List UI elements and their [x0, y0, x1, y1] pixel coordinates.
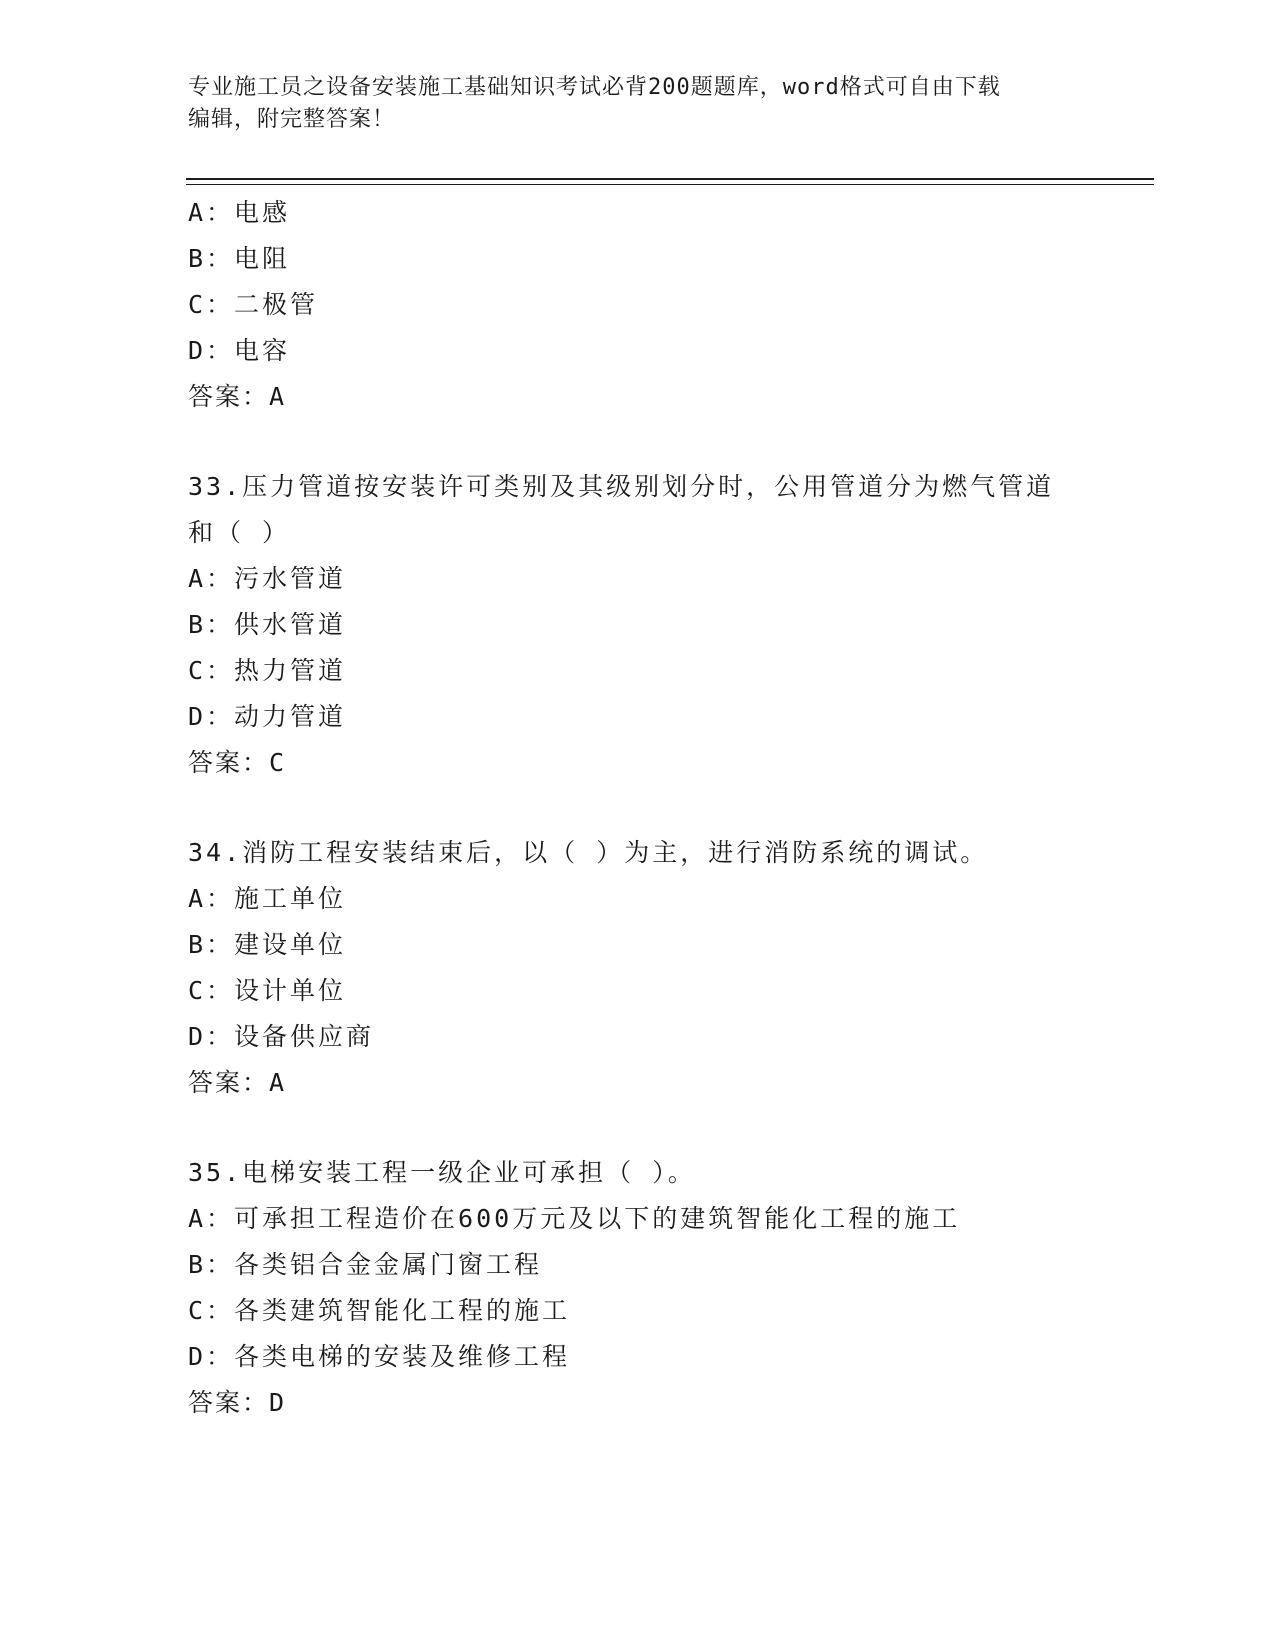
header-divider-thin: [186, 184, 1154, 185]
question-text-line-1: 33.压力管道按安装许可类别及其级别划分时，公用管道分为燃气管道: [188, 472, 1055, 501]
option-d: D：动力管道: [188, 702, 347, 731]
option-b: B：各类铝合金金属门窗工程: [188, 1250, 543, 1279]
option-b: B：电阻: [188, 244, 291, 273]
spacer: [188, 420, 1148, 464]
spacer: [188, 1106, 1148, 1150]
option-a: A：电感: [188, 198, 291, 227]
question-text-line-1: 35.电梯安装工程一级企业可承担（ ）。: [188, 1158, 696, 1187]
header-line-1: 专业施工员之设备安装施工基础知识考试必背200题题库，word格式可自由下载: [188, 75, 1001, 100]
question-text-line-2: 和（ ）: [188, 518, 291, 547]
option-c: C：设计单位: [188, 976, 347, 1005]
option-a: A：可承担工程造价在600万元及以下的建筑智能化工程的施工: [188, 1204, 961, 1233]
option-b: B：供水管道: [188, 610, 347, 639]
question-35: [188, 1150, 1148, 1426]
option-d: D：电容: [188, 336, 291, 365]
document-body: [188, 190, 1148, 1426]
option-c: C：二极管: [188, 290, 319, 319]
question-text-line-1: 34.消防工程安装结束后，以（ ）为主，进行消防系统的调试。: [188, 838, 989, 867]
question-34: [188, 830, 1148, 1106]
option-c: C：热力管道: [188, 656, 347, 685]
question-33: [188, 464, 1148, 786]
question-32: [188, 190, 1148, 420]
option-b: B：建设单位: [188, 930, 347, 959]
option-d: D：设备供应商: [188, 1022, 375, 1051]
option-a: A：施工单位: [188, 884, 347, 913]
document-header: [188, 72, 1088, 136]
option-c: C：各类建筑智能化工程的施工: [188, 1296, 571, 1325]
answer-line: 答案：A: [188, 1068, 287, 1097]
answer-line: 答案：C: [188, 748, 287, 777]
answer-line: 答案：A: [188, 382, 287, 411]
spacer: [188, 786, 1148, 830]
answer-line: 答案：D: [188, 1388, 287, 1417]
header-line-2: 编辑，附完整答案！: [188, 107, 396, 132]
header-divider-thick: [186, 178, 1154, 180]
option-a: A：污水管道: [188, 564, 347, 593]
option-d: D：各类电梯的安装及维修工程: [188, 1342, 571, 1371]
